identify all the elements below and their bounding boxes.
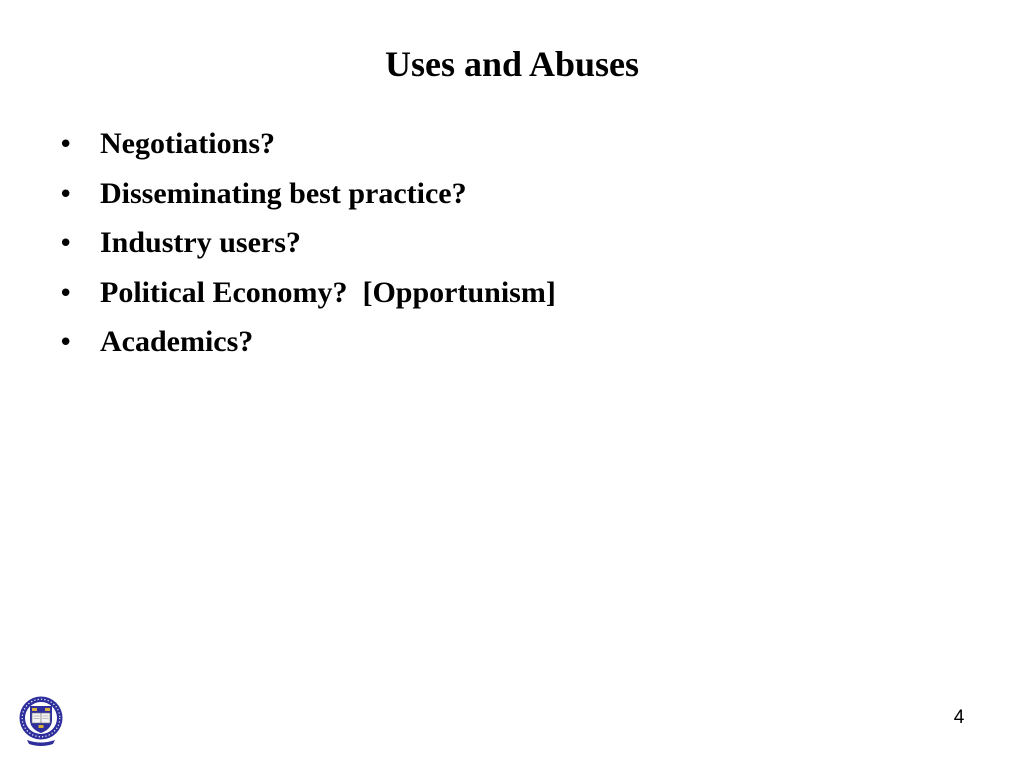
crest-crown: [39, 725, 44, 728]
university-crest-icon: [18, 696, 64, 748]
bullet-icon: •: [58, 229, 74, 259]
bullet-list: [58, 124, 556, 372]
crest-crown: [45, 708, 50, 711]
bullet-item-academics: [58, 322, 556, 372]
page-number: 4: [953, 707, 965, 728]
bullet-text: Academics?: [100, 325, 254, 358]
bullet-icon: •: [58, 278, 74, 309]
bullet-icon: •: [58, 328, 74, 358]
bullet-item-industry-users: [58, 223, 556, 273]
crest-open-book: [32, 713, 50, 723]
slide-title: Uses and Abuses: [384, 44, 640, 84]
crest-crown: [32, 708, 37, 711]
crest-ribbon: [27, 740, 55, 746]
bullet-item-negotiations: [58, 124, 556, 174]
bullet-text: Industry users?: [100, 226, 301, 259]
bullet-text: Political Economy? [Opportunism]: [100, 275, 556, 309]
bullet-item-political-economy: [58, 273, 556, 323]
bullet-icon: •: [58, 179, 74, 210]
bullet-icon: •: [58, 130, 74, 160]
bullet-text: Disseminating best practice?: [100, 176, 467, 210]
bullet-item-best-practice: [58, 174, 556, 224]
bullet-text: Negotiations?: [100, 127, 275, 160]
